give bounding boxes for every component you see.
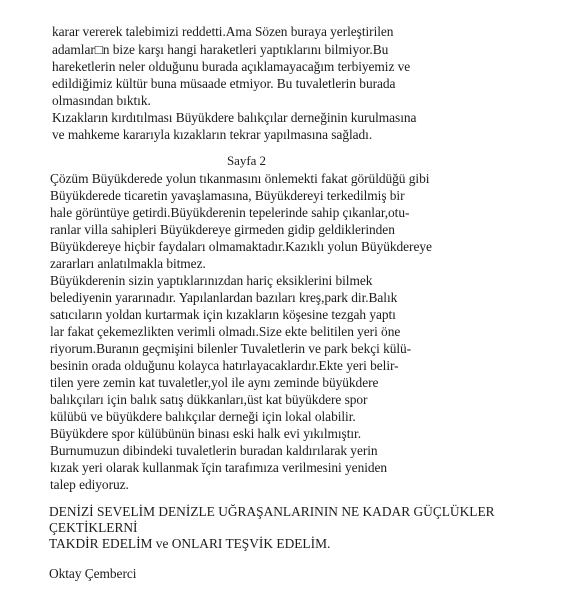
text-line: belediyenin yararınadır. Yapılanlardan bazıları kreş,park dir.Balık <box>50 290 398 305</box>
closing-line: TAKDİR EDELİM ve ONLARI TEŞVİK EDELİM. <box>49 536 331 551</box>
text-line: besinin orada olduğunu kolayca hatırlayacaklardır.Ekte yeri belir- <box>50 358 399 373</box>
text-line: tilen yere zemin kat tuvaletler,yol ile aynı zeminde büyükdere <box>50 375 379 390</box>
text-line: balıkçıları için balık satış dükkanları,üst kat büyükdere spor <box>50 392 368 407</box>
text-line: kızak yeri olarak kullanmak ĭçin tarafımıza verilmesini yeniden <box>50 460 388 475</box>
text-line: Büyükderenin sizin yaptıklarınızdan hariç eksiklerini bilmek <box>50 273 373 288</box>
text-line: külübü ve büyükdere balıkçılar derneği için lokal olabilir. <box>50 409 356 424</box>
text-line: lar fakat çekemezlikten verimli olmadı.Size ekte belitilen yeri öne <box>50 324 401 339</box>
text-line: riyorum.Buranın geçmişini bilenler Tuvaletlerin ve park bekçi külü- <box>50 341 412 356</box>
text-line: Kızakların kırdıtılması Büyükdere balıkçılar derneğinin kurulmasına <box>52 110 417 125</box>
text-line: Burnumuzun dibindeki tuvaletlerin buradan kaldırılarak yerin <box>50 443 378 458</box>
closing-line: ÇEKTİKLERNİ <box>49 520 138 535</box>
text-line: adamlar□n bize karşı hangi haraketleri yaptıklarını bilmiyor.Bu <box>52 42 389 57</box>
text-line: ve mahkeme kararıyla kızakların tekrar yapılmasına sağladı. <box>52 127 373 142</box>
text-line: talep ediyoruz. <box>50 477 129 492</box>
closing-line: DENİZİ SEVELİM DENİZLE UĞRAŞANLARININ NE KADAR GÜÇLÜKLER <box>49 504 495 519</box>
text-line: hareketlerin neler olduğunu burada açıklamayacağım terbiyemiz ve <box>52 59 411 74</box>
text-line: Büyükderede ticaretin yavaşlamasına, Büyükdereyi terkedilmiş bir <box>50 188 405 203</box>
signature: Oktay Çemberci <box>49 566 137 581</box>
text-line: Büyükdere spor külübünün binası eski halk evi yıkılmıştır. <box>50 426 362 441</box>
text-line: Çözüm Büyükderede yolun tıkanmasını önlemekti fakat görüldüğü gibi <box>50 171 430 186</box>
text-line: edildiğimiz kültür buna müsaade etmiyor. Bu tuvaletlerin burada <box>52 76 396 91</box>
text-line: olmasından bıktık. <box>52 93 151 108</box>
text-line: satıcıların yoldan kurtarmak için kızakların köşesine tezgah yaptı <box>50 307 396 322</box>
text-line: hale görüntüye getirdi.Büyükderenin tepelerinde sahip çıkanlar,otu- <box>50 205 410 220</box>
text-line: ranlar villa sahipleri Büyükdereye girmeden gidip geldiklerinden <box>50 222 395 237</box>
text-line: zararları anlatılmakla bitmez. <box>50 256 206 271</box>
text-line: Büyükdereye hiçbir faydaları olmamaktadır.Kazıklı yolun Büyükdereye <box>50 239 432 254</box>
page-heading: Sayfa 2 <box>227 153 266 168</box>
text-line: karar vererek talebimizi reddetti.Ama Sözen buraya yerleştirilen <box>52 24 394 39</box>
